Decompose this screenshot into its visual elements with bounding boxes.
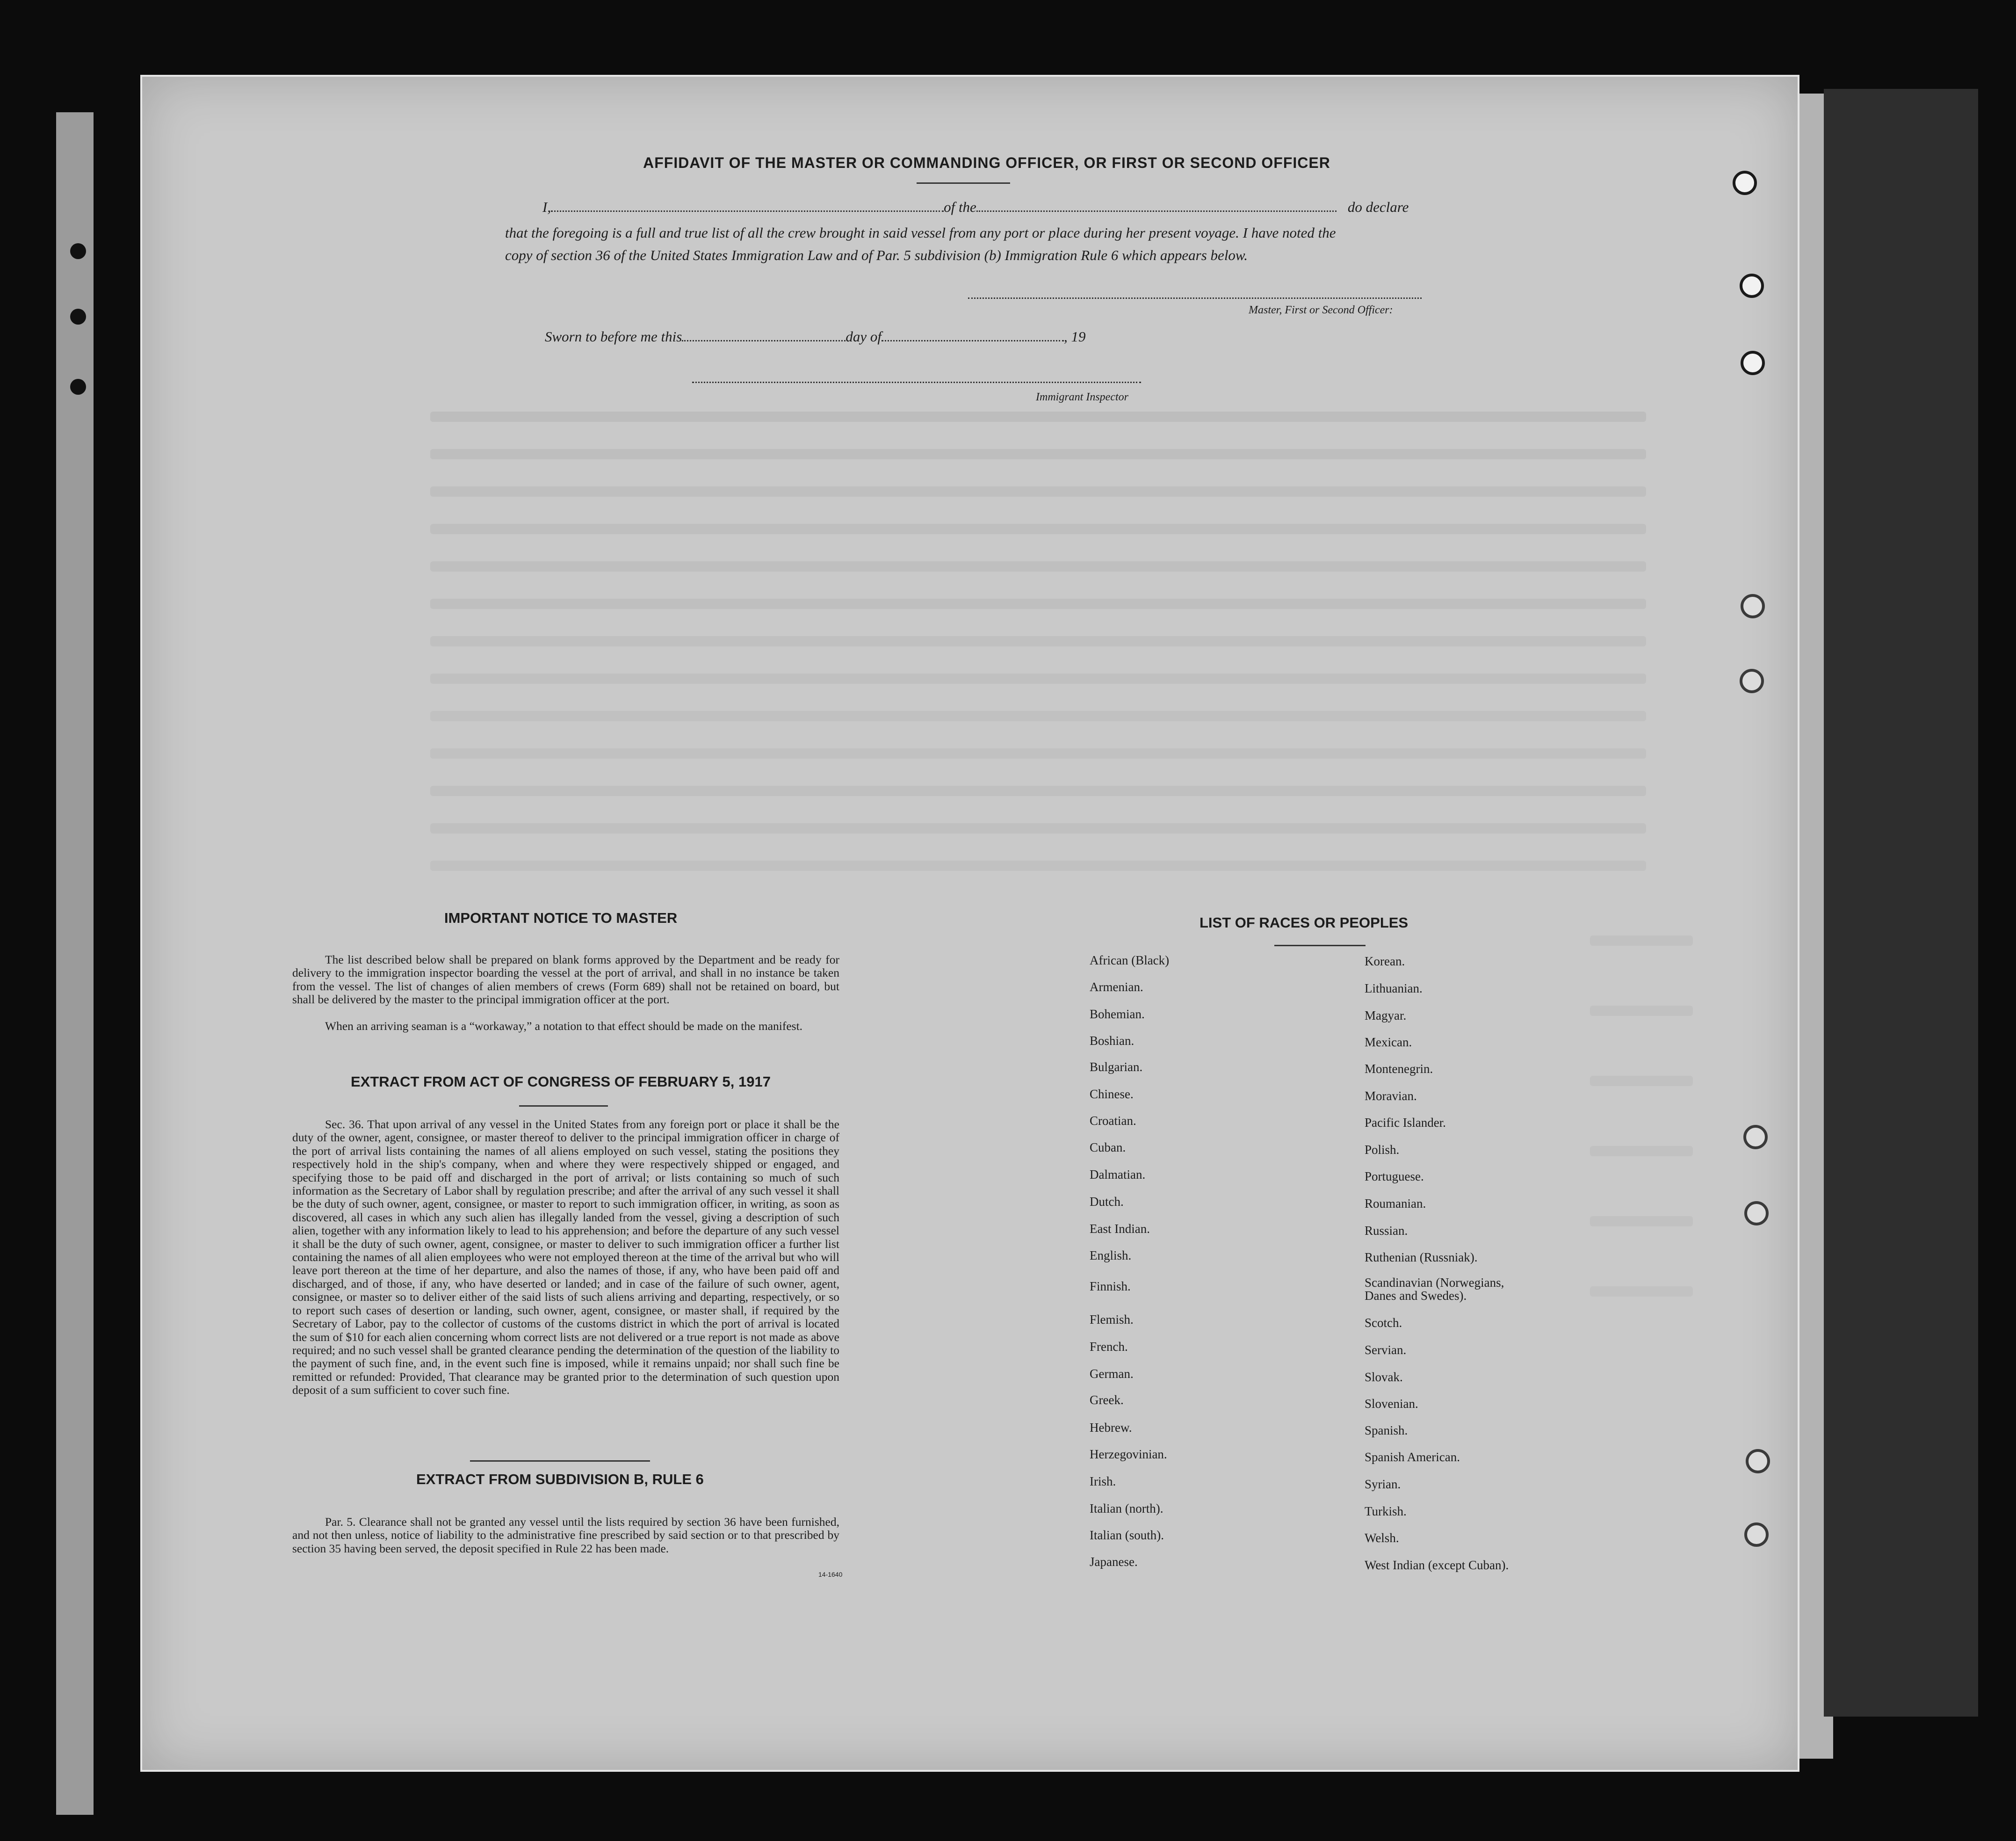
race-item: Scotch. [1365, 1316, 1402, 1330]
race-item: Armenian. [1090, 980, 1143, 994]
race-item: Dalmatian. [1090, 1167, 1146, 1181]
race-item: Mexican. [1365, 1035, 1412, 1049]
extract-act-rule [519, 1105, 608, 1107]
extract-act-body: Sec. 36. That upon arrival of any vessel in the United States from any foreign port or place it shall be the duty of the owner, agent, consignee, or master thereof to deliver to the principal immigration officer in charge of the port of arrival lists containing the names of all aliens employed on such vessel, stating the positions they respectively hold in the ship's company, when and where they were respectively shipped or engaged, and specifying those to be paid off and discharged in the port of arrival; or lists containing so much of such information as the Secretary of Labor shall by regulation prescribe; and after the arrival of any such vessel it shall be the duty of such owner, agent, consignee, or master to report to such immigration officer, in writing, as soon as discovered, all cases in which any such alien has illegally landed from the vessel, giving a description of such alien, together with any information likely to lead to his apprehension; and before the departure of any such vessel it shall be the duty of such owner, agent, consignee, or master to deliver to such immigration officer a further list containing the names of all alien employees who were not employed thereon at the time of the arrival but who will leave port thereon at the time of her departure, and also the names of those, if any, who have been paid off and discharged, and of those, if any, who have deserted or landed; and in case of the failure of such owner, agent, consignee, or master so to deliver either of the said lists of such aliens arriving and departing, respectively, or so to report such cases of desertion or landing, such owner, agent, consignee, or master shall, if required by the Secretary of Labor, pay to the collector of customs of the customs district in which the port of arrival is located the sum of $10 for each alien concerning whom correct lists are not delivered or a true report is not made as above required; and no such vessel shall be granted clearance pending the determination of the question of the liability to the payment of such fine, and, in the event such fine is imposed, while it remains unpaid; nor shall such fine be remitted or refunded: Provided, That clearance may be granted prior to the determination of such question upon deposit of a sum sufficient to cover such fine. [292, 1117, 839, 1397]
race-item: Flemish. [1090, 1312, 1134, 1326]
punch-hole [1741, 351, 1765, 375]
race-item: Welsh. [1365, 1531, 1399, 1545]
race-item: Irish. [1090, 1474, 1116, 1488]
punch-hole [1741, 594, 1765, 618]
form-number: 14-1640 [818, 1571, 843, 1578]
affidavit-do-declare: do declare [1347, 199, 1409, 215]
race-item: Italian (north). [1090, 1501, 1163, 1515]
race-item: Cuban. [1090, 1140, 1126, 1154]
race-item: Japanese. [1090, 1555, 1138, 1569]
film-edge-strip [56, 112, 94, 1815]
race-item: Dutch. [1090, 1195, 1124, 1209]
title-rule [917, 182, 1010, 184]
punch-hole [1744, 1522, 1769, 1547]
affidavit-of-the: of the [944, 199, 976, 215]
race-item: Magyar. [1365, 1008, 1407, 1022]
race-item: Spanish. [1365, 1423, 1408, 1437]
race-item: Korean. [1365, 954, 1405, 968]
notice-paragraph-1: The list described below shall be prepared on blank forms approved by the Department and be ready for delivery to the immigration inspector boarding the vessel at the port of arrival, and shall in no instance be taken from the vessel. The list of changes of alien members of crews (Form 689) shall not be retained on board, but shall be delivered by the master to the principal immigration officer at the port. [292, 953, 839, 1007]
notice-heading: IMPORTANT NOTICE TO MASTER [444, 910, 678, 926]
sworn-day-of: day of [845, 328, 882, 345]
sworn-day-blank [682, 337, 845, 341]
race-item: Scandinavian (Norwegians, Danes and Swedes). [1365, 1276, 1504, 1303]
background-dark-area [1824, 89, 1978, 1717]
race-item: Portuguese. [1365, 1169, 1424, 1183]
punch-hole [1744, 1201, 1769, 1225]
film-hole [70, 309, 86, 325]
inspector-signature-line [692, 382, 1141, 383]
race-item: Boshian. [1090, 1034, 1134, 1048]
sworn-prefix: Sworn to before me this [545, 328, 682, 345]
film-hole [70, 243, 86, 259]
race-item: Pacific Islander. [1365, 1116, 1446, 1130]
punch-hole [1740, 669, 1764, 693]
race-item: Servian. [1365, 1343, 1407, 1357]
notice-paragraph-2: When an arriving seaman is a “workaway,” a notation to that effect should be made on the manifest. [325, 1019, 803, 1033]
affidavit-i: I, [542, 199, 551, 215]
race-item: Greek. [1090, 1393, 1124, 1407]
race-item: Slovenian. [1365, 1397, 1418, 1411]
race-item: Roumanian. [1365, 1196, 1426, 1210]
race-item: Hebrew. [1090, 1421, 1132, 1435]
master-label: Master, First or Second Officer: [1249, 304, 1393, 316]
extract-act-heading: EXTRACT FROM ACT OF CONGRESS OF FEBRUARY 5, 1917 [351, 1073, 771, 1090]
sworn-year: , 19 [1063, 328, 1086, 345]
sworn-line [545, 328, 1085, 345]
race-item: Croatian. [1090, 1114, 1136, 1128]
race-item: Polish. [1365, 1143, 1400, 1157]
race-item: East Indian. [1090, 1222, 1150, 1236]
race-item: West Indian (except Cuban). [1365, 1558, 1509, 1572]
race-item: Montenegrin. [1365, 1062, 1433, 1076]
sworn-month-blank [882, 337, 1064, 341]
inspector-label: Immigrant Inspector [1036, 391, 1128, 403]
race-item: Lithuanian. [1365, 981, 1423, 995]
affidavit-line-3: copy of section 36 of the United States Immigration Law and of Par. 5 subdivision (b) Immigration Rule 6 which appears below. [505, 247, 1248, 263]
film-hole [70, 379, 86, 395]
punch-hole [1733, 171, 1757, 195]
race-item: Slovak. [1365, 1370, 1403, 1384]
races-heading: LIST OF RACES OR PEOPLES [1199, 914, 1409, 931]
affidavit-line-2: that the foregoing is a full and true list of all the crew brought in said vessel from any port or place during her present voyage. I have noted the [505, 225, 1336, 241]
extract-rule-top-rule [470, 1460, 650, 1462]
race-item: Bohemian. [1090, 1007, 1145, 1021]
race-item: Chinese. [1090, 1087, 1134, 1101]
vessel-blank [976, 208, 1337, 212]
race-item: Moravian. [1365, 1089, 1417, 1103]
race-item: Finnish. [1090, 1279, 1131, 1293]
punch-hole [1746, 1449, 1770, 1473]
extract-rule-body: Par. 5. Clearance shall not be granted any vessel until the lists required by section 36 have been furnished, and not then unless, notice of liability to the administrative fine prescribed by said section or to that prescribed by section 35 having been served, the deposit specified in Rule 22 has been made. [292, 1515, 839, 1555]
race-item: Spanish American. [1365, 1450, 1460, 1464]
punch-hole [1740, 274, 1764, 298]
race-item: Italian (south). [1090, 1528, 1164, 1542]
race-item: Ruthenian (Russniak). [1365, 1250, 1478, 1264]
race-item: Syrian. [1365, 1477, 1401, 1491]
race-item: French. [1090, 1340, 1128, 1354]
race-item: English. [1090, 1248, 1132, 1262]
race-item: Herzegovinian. [1090, 1447, 1167, 1461]
races-rule [1274, 945, 1366, 946]
race-item: African (Black) [1090, 953, 1170, 967]
race-item: Bulgarian. [1090, 1060, 1143, 1074]
race-item: Russian. [1365, 1224, 1408, 1238]
extract-rule-heading: EXTRACT FROM SUBDIVISION B, RULE 6 [416, 1471, 704, 1487]
race-item: German. [1090, 1367, 1134, 1381]
affidavit-title: AFFIDAVIT OF THE MASTER OR COMMANDING OFFICER, OR FIRST OR SECOND OFFICER [643, 154, 1330, 171]
punch-hole [1743, 1125, 1768, 1149]
master-signature-line [968, 297, 1422, 299]
affidavit-line-1 [542, 199, 1409, 216]
name-blank [551, 208, 944, 212]
race-item: Turkish. [1365, 1504, 1407, 1518]
